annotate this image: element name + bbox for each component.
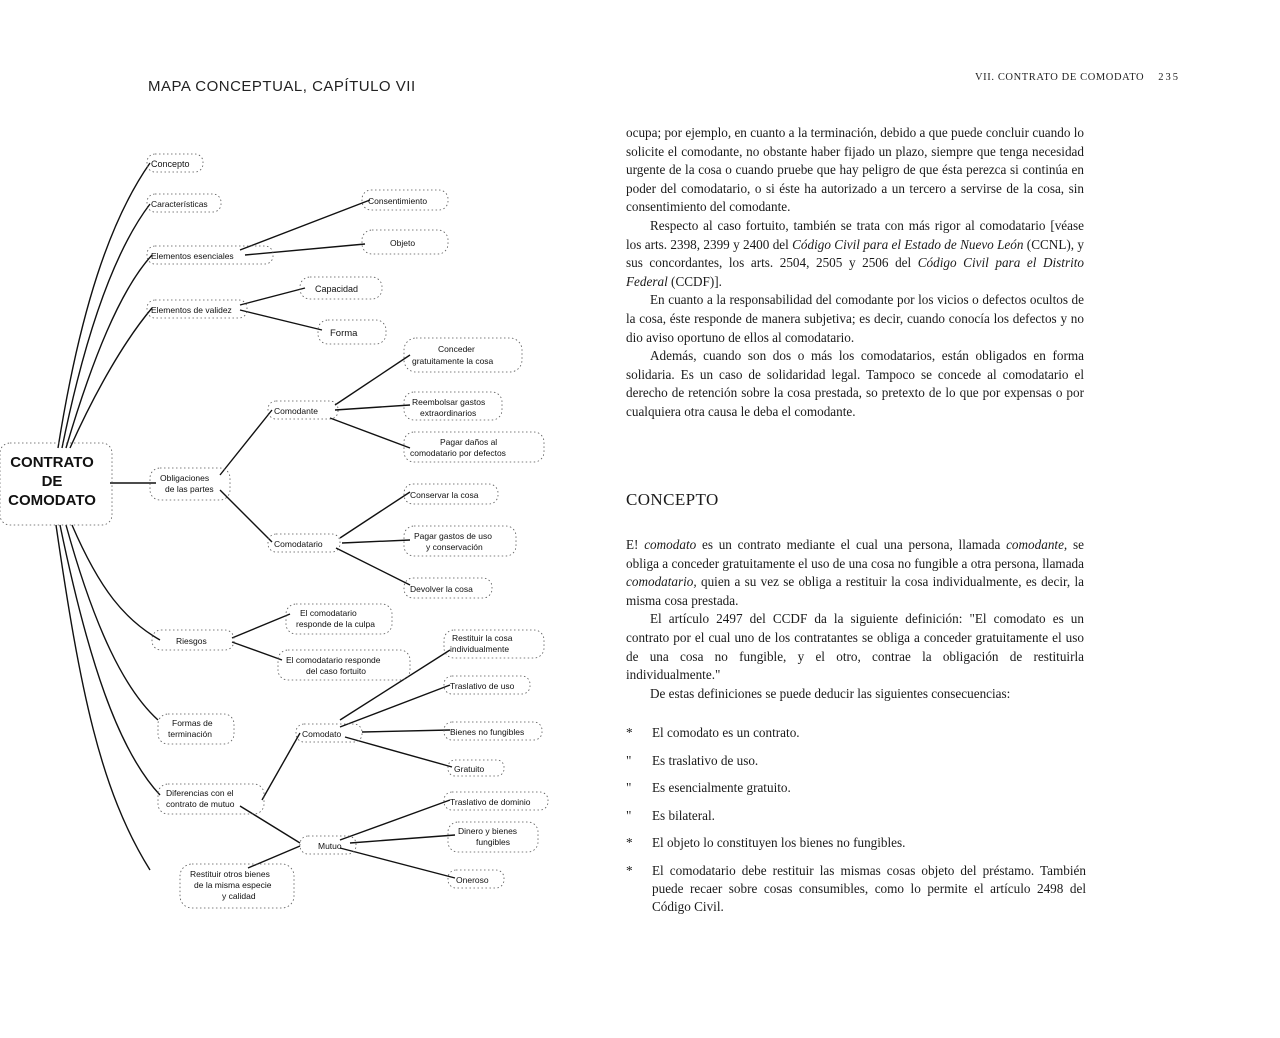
map-node-restituir-cosa	[444, 630, 544, 658]
svg-text:Objeto: Objeto	[390, 238, 416, 248]
svg-text:contrato de mutuo: contrato de mutuo	[166, 799, 235, 809]
map-node-traslativo-dominio	[444, 792, 548, 810]
svg-text:El comodatario: El comodatario	[300, 608, 357, 618]
svg-text:Capacidad: Capacidad	[315, 284, 359, 294]
svg-text:Traslativo de uso: Traslativo de uso	[450, 681, 515, 691]
map-node-elementos-validez	[147, 300, 247, 318]
svg-text:Oneroso: Oneroso	[456, 875, 489, 885]
paragraph-7: De estas definiciones se puede deducir las siguientes consecuencias:	[650, 685, 1011, 701]
svg-text:Comodato: Comodato	[302, 729, 342, 739]
map-node-conservar	[404, 484, 498, 504]
map-connectors	[56, 163, 455, 878]
map-node-forma	[318, 320, 386, 344]
paragraph-3: En cuanto a la responsabilidad del comodante por los vicios o defectos ocultos de la cosa, éste responde de manera subjetiva; es decir, cuando conocía los defectos y no dio aviso oportuno de ellos al comodatario.	[626, 292, 1084, 345]
svg-text:extraordinarios: extraordinarios	[420, 408, 477, 418]
svg-text:El comodatario responde: El comodatario responde	[286, 655, 381, 665]
list-item: * El objeto lo constituyen los bienes no fungibles.	[626, 835, 906, 850]
list-marker: "	[626, 752, 632, 768]
list-item: * El comodatario debe restituir las mismas cosas objeto del préstamo. También puede recaer sobre cosas consumibles, como lo permite el artículo 2498 del Código Civil.	[626, 862, 1086, 914]
svg-text:Reembolsar gastos: Reembolsar gastos	[412, 397, 486, 407]
map-node-comodante	[268, 401, 338, 419]
paragraph-2: Respecto al caso fortuito, también se trata con más rigor al comodatario [véase los arts. 2398, 2399 y 2400 del Código Civil para el Estado de Nuevo León (CCNL), y sus concordantes, los arts. 2504, 2505 y 2506 del Código Civil para el Distrito Federal (CCDF)].	[626, 217, 1084, 289]
map-node-devolver	[404, 578, 492, 598]
svg-text:y conservación: y conservación	[426, 542, 483, 552]
svg-text:Gratuito: Gratuito	[454, 764, 485, 774]
map-node-oneroso	[448, 870, 504, 888]
svg-text:Elementos esenciales: Elementos esenciales	[151, 251, 234, 261]
svg-text:Conservar la cosa: Conservar la cosa	[410, 490, 479, 500]
svg-text:Elementos de validez: Elementos de validez	[151, 305, 232, 315]
page-number: 235	[1158, 72, 1180, 83]
map-node-diferencias	[158, 784, 264, 814]
list-item: " Es bilateral.	[626, 807, 715, 823]
paragraph-4: Además, cuando son dos o más los comodatarios, están obligados en forma solidaria. Es un caso de solidaridad legal. Tampoco se concede al comodatario el derecho de retención sobre la cosa prestada, so pretexto de lo que por expensas o por cualquiera otra causa le deba el comodante.	[626, 348, 1084, 419]
svg-text:del caso fortuito: del caso fortuito	[306, 666, 367, 676]
left-page-header: MAPA CONCEPTUAL, CAPÍTULO VII	[148, 78, 416, 95]
root-line-1: CONTRATO	[10, 454, 94, 471]
svg-text:de la misma especie: de la misma especie	[194, 880, 272, 890]
paragraph-5: E! comodato es un contrato mediante el cual una persona, llamada comodante, se obliga a conceder gratuitamente el uso de una cosa no fungible a otra persona, llamada comodatario, quien a su vez se obliga a restituir la cosa individualmente, es decir, la misma cosa prestada.	[626, 537, 1084, 608]
svg-text:gratuitamente la cosa: gratuitamente la cosa	[412, 356, 494, 366]
map-node-pagar-gastos	[404, 526, 516, 556]
svg-text:Pagar gastos de uso: Pagar gastos de uso	[414, 531, 492, 541]
map-node-mutuo	[300, 836, 356, 854]
svg-text:Diferencias con el: Diferencias con el	[166, 788, 234, 798]
svg-text:Obligaciones: Obligaciones	[160, 473, 210, 483]
map-node-elementos-esenciales	[147, 246, 273, 264]
consequences-list	[626, 724, 1086, 925]
map-node-dinero-bienes	[448, 822, 538, 852]
map-node-conceder	[404, 338, 522, 372]
map-node-riesgo-culpa	[286, 604, 392, 634]
svg-text:Consentimiento: Consentimiento	[368, 196, 428, 206]
map-node-pagar-danos	[404, 432, 544, 462]
svg-text:Comodatario: Comodatario	[274, 539, 323, 549]
list-marker: *	[626, 725, 633, 740]
map-node-formas-terminacion	[158, 714, 234, 744]
right-page-header	[975, 72, 1180, 83]
map-node-concepto	[147, 154, 203, 172]
svg-text:Concepto: Concepto	[151, 159, 190, 169]
svg-text:Pagar daños al: Pagar daños al	[440, 437, 498, 447]
svg-text:Conceder: Conceder	[438, 344, 475, 354]
root-line-2: DE	[41, 473, 63, 490]
root-line-3: COMODATO	[8, 492, 96, 509]
paragraph-1: ocupa; por ejemplo, en cuanto a la terminación, debido a que puede concluir cuando lo solicite el comodante, no obstante haber fijado un plazo, siempre que tenga necesidad urgente de la cosa o cuando pruebe que hay peligro de que ésta perezca si continúa en poder del comodatario, o si éste ha autorizado a un tercero a servirse de la cosa, sin consentimiento del comodante.	[626, 125, 1084, 215]
list-marker: "	[626, 807, 632, 823]
svg-text:individualmente: individualmente	[450, 644, 510, 654]
svg-text:Devolver la cosa: Devolver la cosa	[410, 584, 473, 594]
svg-text:Riesgos: Riesgos	[176, 636, 207, 646]
map-node-restituir-otros	[180, 864, 294, 908]
list-item: * El comodato es un contrato.	[626, 725, 800, 740]
running-head: VII. CONTRATO DE COMODATO	[975, 72, 1145, 83]
list-marker: *	[626, 862, 633, 878]
map-node-bienes-no-fungibles	[444, 722, 542, 740]
map-node-riesgo-fortuito	[278, 650, 410, 680]
svg-text:y calidad: y calidad	[222, 891, 256, 901]
map-node-objeto	[362, 230, 448, 254]
list-item: " Es esencialmente gratuito.	[626, 780, 791, 795]
svg-text:fungibles: fungibles	[476, 837, 511, 847]
map-node-obligaciones	[150, 468, 230, 500]
svg-text:Traslativo de dominio: Traslativo de dominio	[450, 797, 531, 807]
svg-text:responde de la culpa: responde de la culpa	[296, 619, 375, 629]
map-node-gratuito	[448, 760, 504, 776]
map-node-caracteristicas	[147, 194, 221, 212]
body-text-top	[626, 124, 1084, 422]
map-node-comodatario	[268, 534, 340, 552]
concept-map	[0, 130, 560, 920]
map-node-traslativo-uso	[444, 676, 530, 694]
section-title: CONCEPTO	[626, 490, 719, 509]
list-marker: "	[626, 780, 632, 795]
svg-text:Comodante: Comodante	[274, 406, 318, 416]
map-node-reembolsar	[404, 392, 502, 420]
svg-text:Bienes no fungibles: Bienes no fungibles	[450, 727, 525, 737]
svg-text:Forma: Forma	[330, 328, 358, 339]
paragraph-6: El artículo 2497 del CCDF da la siguiente definición: "El comodato es un contrato por el cual uno de los contratantes se obliga a conceder gratuitamente el uso de una cosa no fungible, y el otro, contrae la obligación de restituirla individualmente."	[626, 611, 1084, 683]
map-node-capacidad	[300, 277, 382, 299]
svg-text:de las partes: de las partes	[165, 484, 214, 494]
svg-text:Mutuo: Mutuo	[318, 841, 342, 851]
body-text-concepto	[626, 536, 1084, 703]
svg-text:Formas de: Formas de	[172, 718, 213, 728]
map-node-riesgos	[152, 630, 234, 650]
svg-text:Dinero y bienes: Dinero y bienes	[458, 826, 518, 836]
svg-text:Restituir la cosa: Restituir la cosa	[452, 633, 513, 643]
list-item: " Es traslativo de uso.	[626, 752, 759, 768]
svg-text:Características: Características	[151, 199, 208, 209]
svg-text:Restituir otros bienes: Restituir otros bienes	[190, 869, 270, 879]
map-node-consentimiento	[362, 190, 448, 210]
list-marker: *	[626, 835, 633, 850]
svg-text:comodatario por defectos: comodatario por defectos	[410, 448, 506, 458]
svg-text:terminación: terminación	[168, 729, 212, 739]
map-node-root	[0, 443, 112, 525]
